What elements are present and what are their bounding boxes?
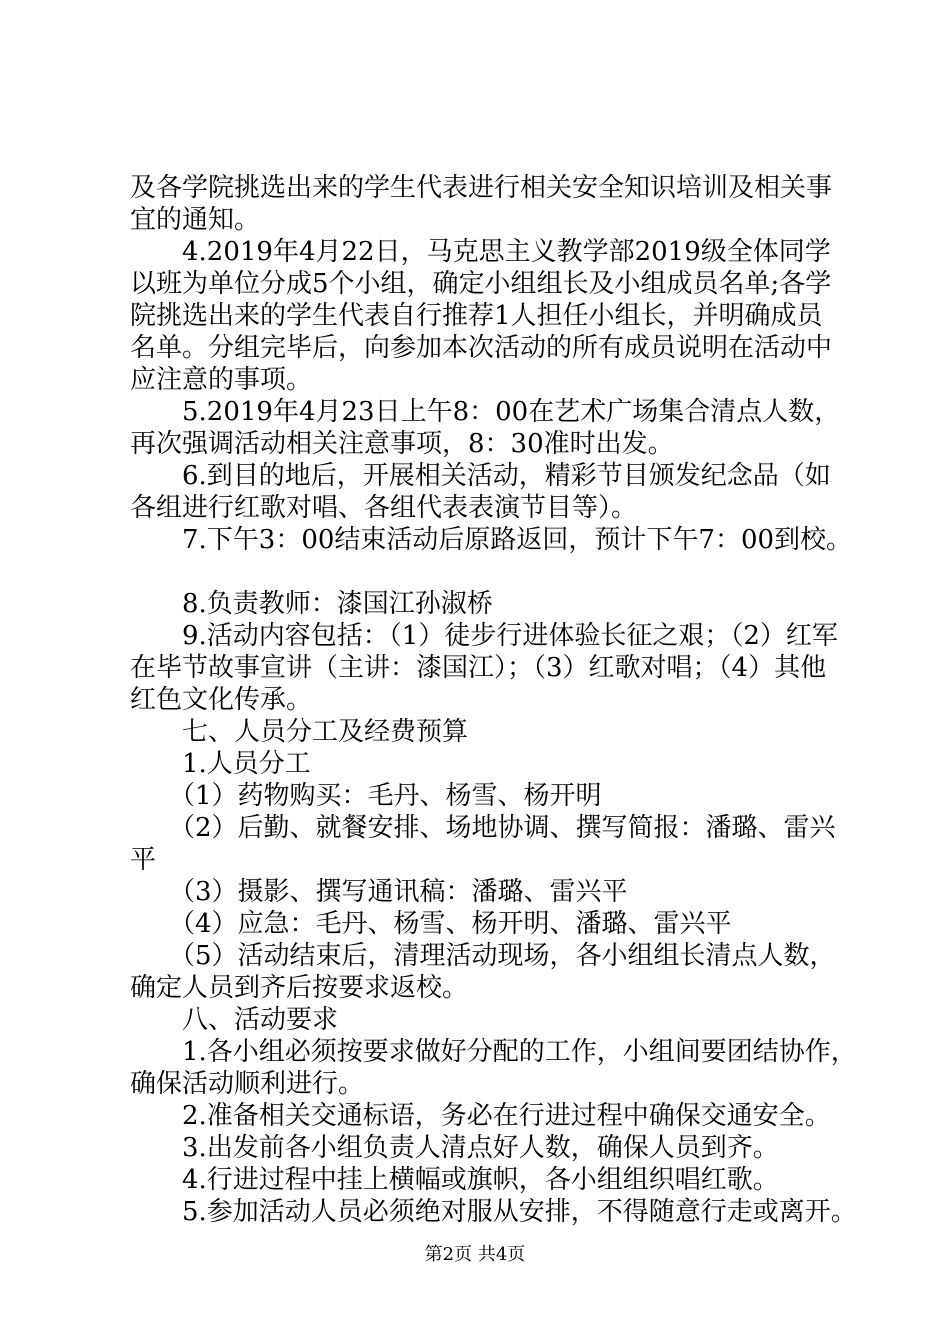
paragraph (130, 588, 850, 620)
text-line: 应注意的事项。 (130, 365, 313, 395)
paragraph (130, 396, 850, 460)
paragraph (130, 780, 850, 812)
text-line: 确保活动顺利进行。 (130, 1069, 365, 1099)
text-line: 及各学院挑选出来的学生代表进行相关安全知识培训及相关事 (130, 173, 833, 203)
paragraph (130, 236, 850, 396)
text-line: 6.到目的地后，开展相关活动，精彩节目颁发纪念品（如 (130, 461, 831, 491)
paragraph (130, 524, 853, 556)
text-line: 七、人员分工及经费预算 (130, 717, 469, 747)
text-line: 4.2019年4月22日，马克思主义教学部2019级全体同学 (130, 237, 831, 267)
text-line: 1.人员分工 (130, 749, 311, 779)
paragraph (130, 1132, 850, 1164)
text-line: 宜的通知。 (130, 205, 261, 235)
text-line: 院挑选出来的学生代表自行推荐1人担任小组长，并明确成员 (130, 301, 823, 331)
paragraph (130, 460, 850, 524)
text-line (130, 556, 850, 588)
text-line: 1.各小组必须按要求做好分配的工作，小组间要团结协作， (130, 1037, 857, 1067)
text-line: 5.2019年4月23日上午8：00在艺术广场集合清点人数， (130, 397, 841, 427)
text-line: 9.活动内容包括：（1）徒步行进体验长征之艰；（2）红军 (130, 621, 838, 651)
paragraph (130, 876, 850, 908)
page-footer: 第2页 共4页 (424, 1244, 526, 1265)
paragraph (130, 556, 850, 588)
paragraph (130, 1004, 850, 1036)
text-line: 八、活动要求 (130, 1005, 339, 1035)
text-line: （3）摄影、撰写通讯稿：潘璐、雷兴平 (130, 877, 628, 907)
paragraph (130, 1164, 850, 1196)
text-line: 平 (130, 845, 157, 875)
text-line: 4.行进过程中挂上横幅或旗帜，各小组组织唱红歌。 (130, 1165, 779, 1195)
paragraph (130, 908, 850, 940)
paragraph (130, 716, 850, 748)
text-line: 以班为单位分成5个小组，确定小组组长及小组成员名单;各学 (130, 269, 832, 299)
paragraph (130, 1036, 857, 1100)
paragraph (130, 812, 850, 876)
text-line: 5.参加活动人员必须绝对服从安排，不得随意行走或离开。 (130, 1197, 857, 1227)
text-line: 7.下午3：00结束活动后原路返回，预计下午7：00到校。 (130, 525, 853, 555)
paragraph (130, 1100, 850, 1132)
paragraph (130, 940, 850, 1004)
text-line: 红色文化传承。 (130, 685, 313, 715)
text-line: 各组进行红歌对唱、各组代表表演节目等）。 (130, 493, 638, 523)
text-line: 2.准备相关交通标语，务必在行进过程中确保交通安全。 (130, 1101, 831, 1131)
paragraph (130, 172, 850, 236)
text-line: （4）应急：毛丹、杨雪、杨开明、潘璐、雷兴平 (130, 909, 732, 939)
text-line: 再次强调活动相关注意事项，8：30准时出发。 (130, 429, 674, 459)
text-line: 在毕节故事宣讲（主讲：漆国江）；（3）红歌对唱；（4）其他 (130, 653, 827, 683)
paragraph (130, 1196, 857, 1228)
text-line: 8.负责教师：漆国江孙淑桥 (130, 589, 493, 619)
paragraph (130, 748, 850, 780)
text-line: （5）活动结束后，清理活动现场，各小组组长清点人数， (130, 941, 836, 971)
text-line: （2）后勤、就餐安排、场地协调、撰写简报：潘璐、雷兴 (130, 813, 836, 843)
text-line: 名单。分组完毕后，向参加本次活动的所有成员说明在活动中 (130, 333, 833, 363)
text-line: 3.出发前各小组负责人清点好人数，确保人员到齐。 (130, 1133, 779, 1163)
document-body (130, 172, 857, 1228)
text-line: 确定人员到齐后按要求返校。 (130, 973, 469, 1003)
paragraph (130, 620, 850, 716)
text-line: （1）药物购买：毛丹、杨雪、杨开明 (130, 781, 602, 811)
